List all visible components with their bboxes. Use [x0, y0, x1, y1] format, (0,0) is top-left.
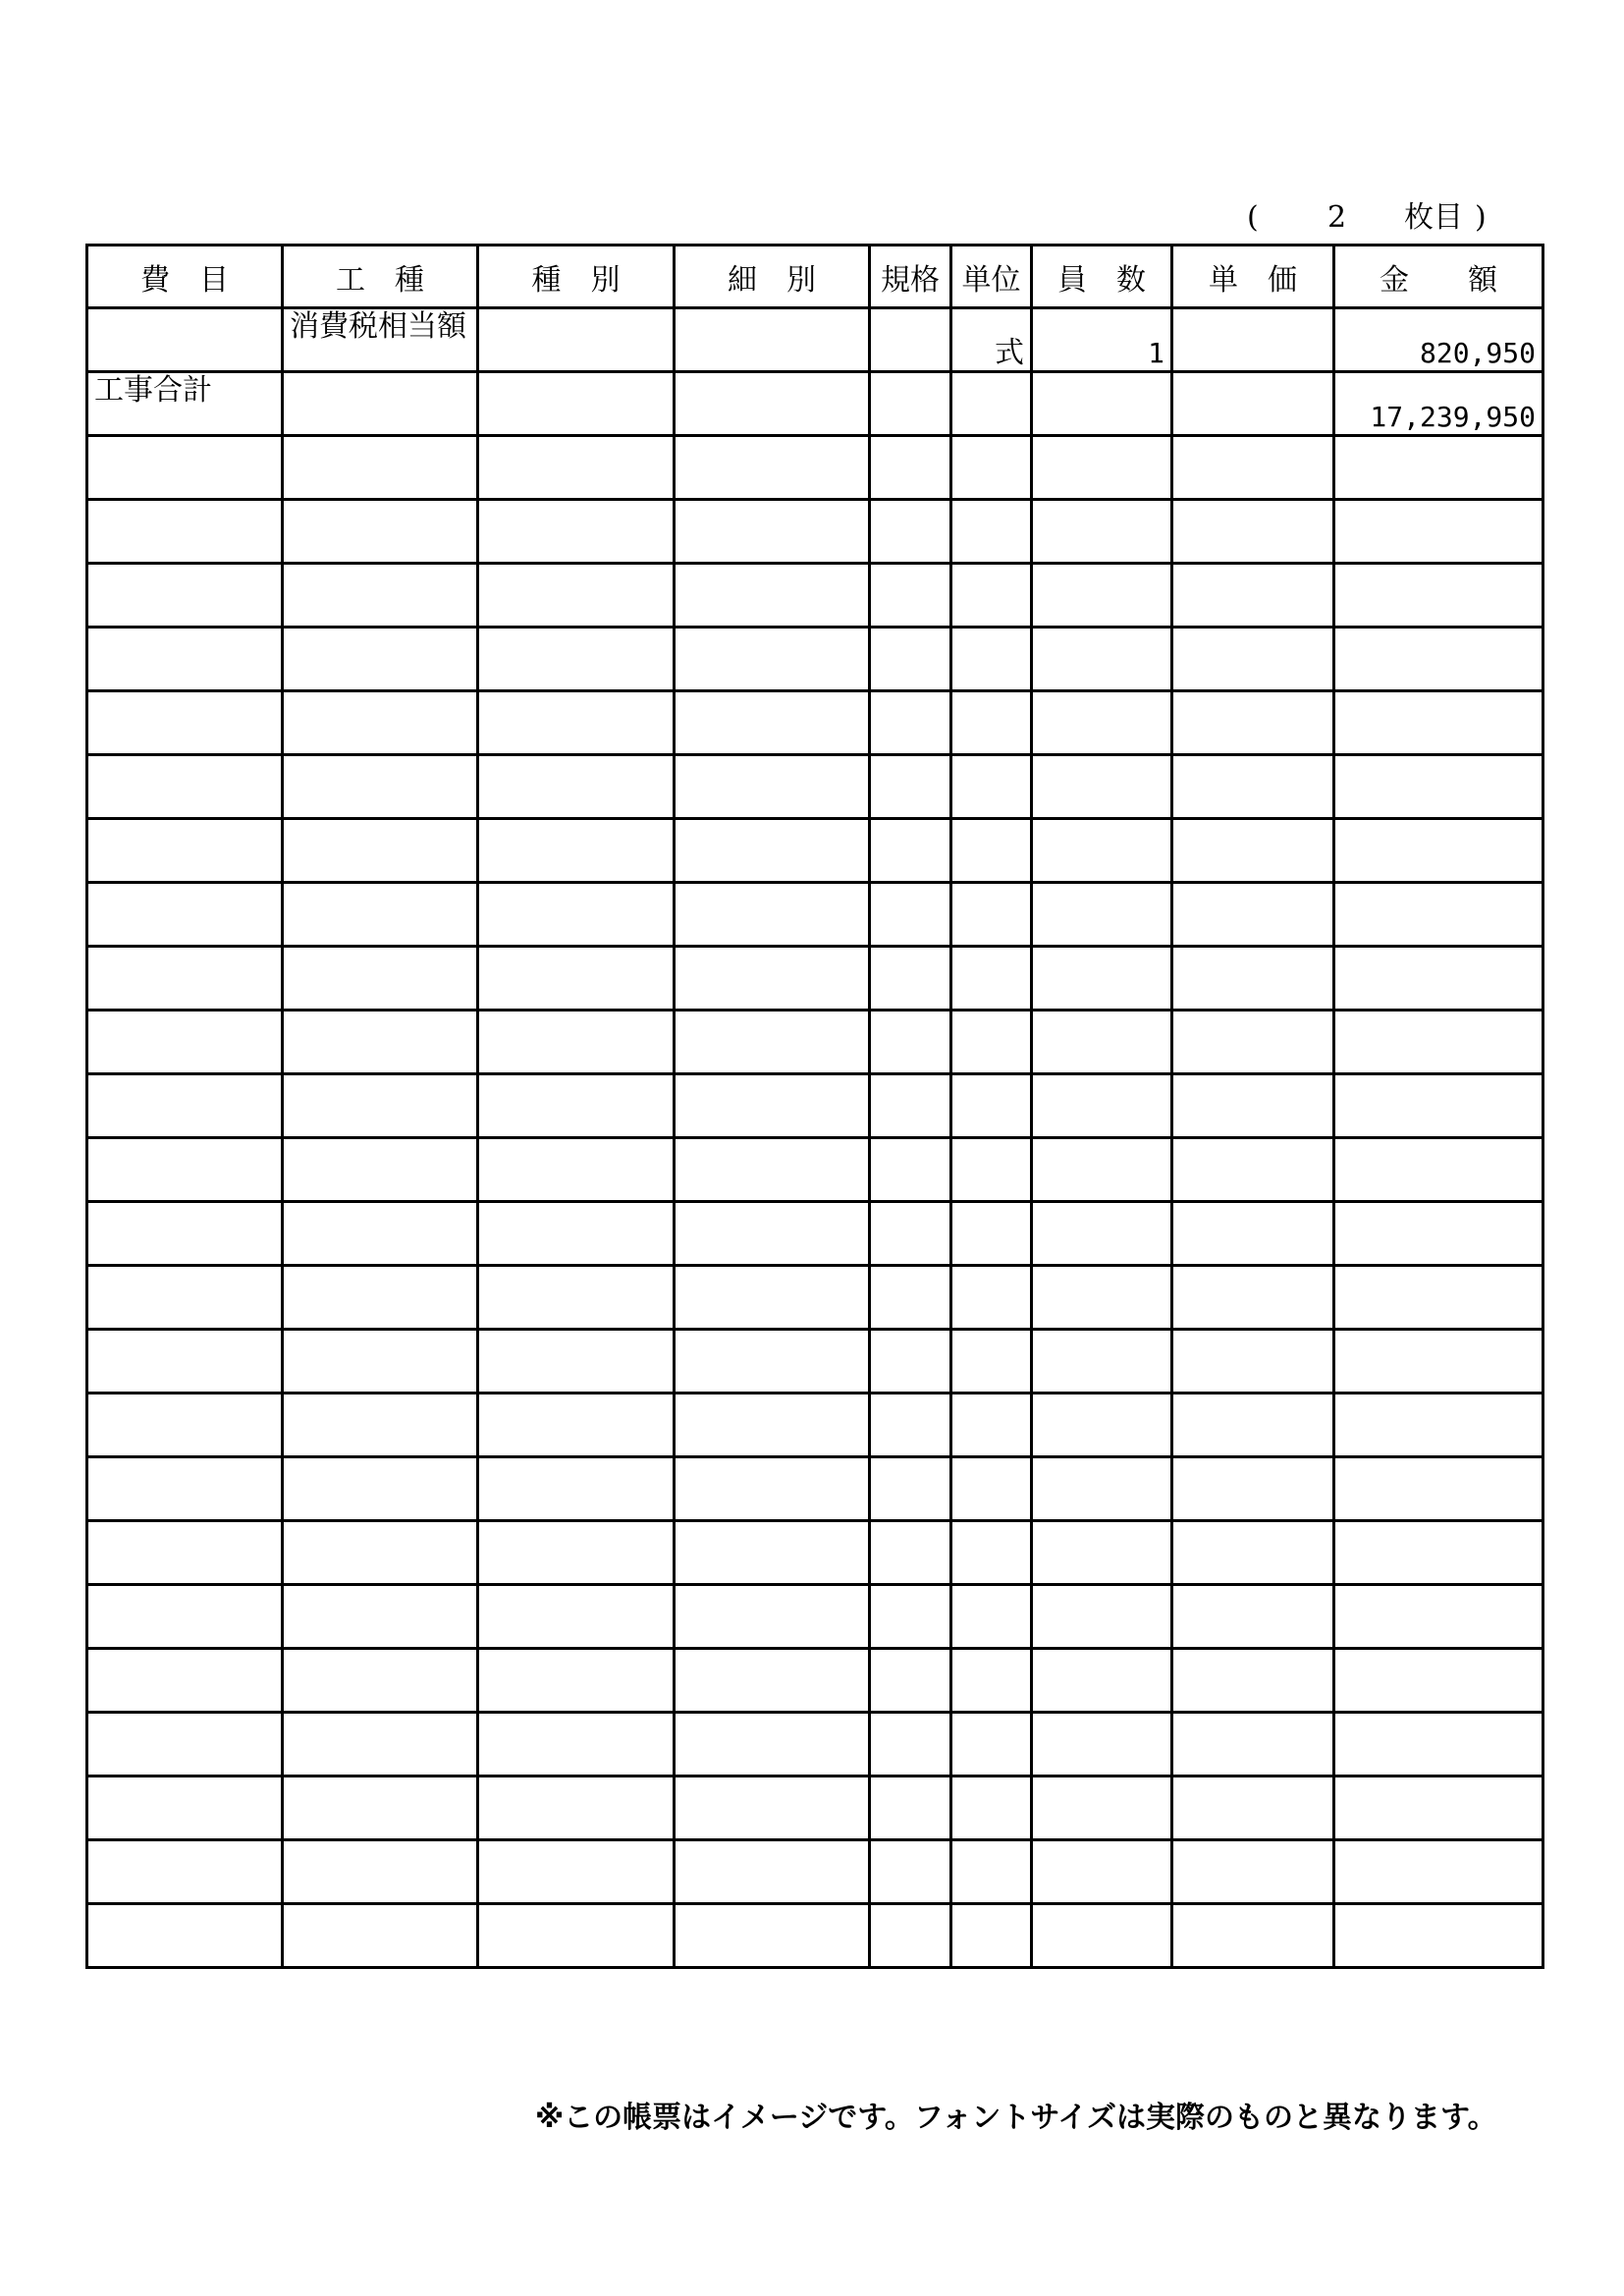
cell-saibetsu	[675, 1394, 870, 1457]
cell-saibetsu	[675, 1777, 870, 1840]
cell-himoku	[87, 1904, 283, 1968]
cell-kingaku	[1334, 1330, 1543, 1394]
construction-total-label: 工事合計	[94, 373, 212, 408]
empty-table-row	[87, 1777, 1543, 1840]
cell-kingaku	[1334, 372, 1543, 436]
cell-kikaku	[870, 1394, 951, 1457]
cell-koshu	[283, 628, 478, 691]
cell-himoku	[87, 1585, 283, 1649]
cell-saibetsu	[675, 1011, 870, 1074]
cell-saibetsu	[675, 1713, 870, 1777]
cell-koshu	[283, 819, 478, 883]
cell-kikaku	[870, 372, 951, 436]
page-number-open-paren: (	[1247, 200, 1259, 235]
cell-shubetsu	[478, 1521, 675, 1585]
cell-insu	[1032, 628, 1172, 691]
cell-koshu	[283, 1330, 478, 1394]
cell-kingaku	[1334, 1394, 1543, 1457]
cell-kikaku	[870, 1138, 951, 1202]
cell-saibetsu	[675, 1457, 870, 1521]
cell-kingaku	[1334, 564, 1543, 628]
cell-shubetsu	[478, 1266, 675, 1330]
cell-saibetsu	[675, 564, 870, 628]
cell-tanka	[1172, 691, 1334, 755]
empty-table-row	[87, 1713, 1543, 1777]
cell-saibetsu	[675, 1202, 870, 1266]
cell-koshu	[283, 1649, 478, 1713]
cell-saibetsu	[675, 1904, 870, 1968]
cell-insu	[1032, 1649, 1172, 1713]
empty-table-row	[87, 947, 1543, 1011]
cell-koshu	[283, 1394, 478, 1457]
cell-kingaku	[1334, 436, 1543, 500]
cell-koshu	[283, 1011, 478, 1074]
cell-tani	[951, 500, 1032, 564]
cell-kikaku	[870, 1777, 951, 1840]
cell-insu	[1032, 1457, 1172, 1521]
cell-saibetsu	[675, 1840, 870, 1904]
cell-tanka	[1172, 1585, 1334, 1649]
header-koshu: 工 種	[283, 246, 478, 308]
empty-table-row	[87, 1394, 1543, 1457]
header-tani: 単位	[951, 246, 1032, 308]
cell-kikaku	[870, 691, 951, 755]
cell-kingaku	[1334, 628, 1543, 691]
empty-table-row	[87, 1904, 1543, 1968]
cell-kingaku	[1334, 1266, 1543, 1330]
cell-tanka	[1172, 1011, 1334, 1074]
cell-insu	[1032, 1074, 1172, 1138]
cell-koshu	[283, 1138, 478, 1202]
cell-tani	[951, 628, 1032, 691]
cell-kingaku	[1334, 691, 1543, 755]
cell-kikaku	[870, 308, 951, 372]
header-kikaku: 規格	[870, 246, 951, 308]
cell-insu	[1032, 1202, 1172, 1266]
cell-koshu	[283, 308, 478, 372]
cell-kingaku	[1334, 1074, 1543, 1138]
cell-shubetsu	[478, 500, 675, 564]
cell-kingaku	[1334, 1585, 1543, 1649]
empty-table-row	[87, 883, 1543, 947]
cell-himoku	[87, 1394, 283, 1457]
cell-tani	[951, 1394, 1032, 1457]
cell-kingaku	[1334, 1011, 1543, 1074]
cell-tani	[951, 1202, 1032, 1266]
cell-shubetsu	[478, 1202, 675, 1266]
cell-shubetsu	[478, 628, 675, 691]
cell-kingaku	[1334, 500, 1543, 564]
empty-table-row	[87, 691, 1543, 755]
empty-table-row	[87, 500, 1543, 564]
cell-tanka	[1172, 308, 1334, 372]
cell-tani	[951, 1457, 1032, 1521]
cell-saibetsu	[675, 628, 870, 691]
cell-tani	[951, 755, 1032, 819]
cell-insu	[1032, 372, 1172, 436]
cell-kingaku	[1334, 1840, 1543, 1904]
cell-tani	[951, 436, 1032, 500]
cell-shubetsu	[478, 883, 675, 947]
cell-kikaku	[870, 564, 951, 628]
cell-shubetsu	[478, 755, 675, 819]
cell-insu	[1032, 308, 1172, 372]
cell-insu	[1032, 1585, 1172, 1649]
cell-kingaku	[1334, 1202, 1543, 1266]
cell-kikaku	[870, 883, 951, 947]
cell-kikaku	[870, 1011, 951, 1074]
cell-kingaku	[1334, 1138, 1543, 1202]
page-number-label: 枚目	[1404, 200, 1463, 235]
cell-tanka	[1172, 1330, 1334, 1394]
cell-kikaku	[870, 1840, 951, 1904]
cell-insu	[1032, 1713, 1172, 1777]
cell-tani	[951, 1330, 1032, 1394]
table-row	[87, 308, 1543, 372]
cell-saibetsu	[675, 883, 870, 947]
cell-saibetsu	[675, 691, 870, 755]
cell-insu	[1032, 1904, 1172, 1968]
cell-himoku	[87, 1457, 283, 1521]
cell-himoku	[87, 1266, 283, 1330]
cell-insu	[1032, 436, 1172, 500]
cell-kingaku	[1334, 819, 1543, 883]
cell-tani	[951, 1777, 1032, 1840]
cell-himoku	[87, 1138, 283, 1202]
cell-koshu	[283, 883, 478, 947]
cell-tani	[951, 1521, 1032, 1585]
page-number-close-paren: )	[1475, 200, 1487, 235]
cell-himoku	[87, 372, 283, 436]
cell-insu	[1032, 500, 1172, 564]
cell-tanka	[1172, 500, 1334, 564]
cell-saibetsu	[675, 1649, 870, 1713]
cell-himoku	[87, 500, 283, 564]
cell-kikaku	[870, 1330, 951, 1394]
page-number-indicator	[1247, 196, 1502, 240]
cell-kikaku	[870, 1074, 951, 1138]
empty-table-row	[87, 1202, 1543, 1266]
cell-koshu	[283, 1840, 478, 1904]
cell-shubetsu	[478, 1457, 675, 1521]
cell-tani	[951, 564, 1032, 628]
cell-kikaku	[870, 628, 951, 691]
consumption-tax-label: 消費税相当額	[290, 309, 466, 344]
cell-shubetsu	[478, 1713, 675, 1777]
cell-insu	[1032, 1330, 1172, 1394]
cell-koshu	[283, 436, 478, 500]
cell-koshu	[283, 564, 478, 628]
header-shubetsu: 種 別	[478, 246, 675, 308]
cell-himoku	[87, 1840, 283, 1904]
cell-tanka	[1172, 1457, 1334, 1521]
cell-kikaku	[870, 1649, 951, 1713]
empty-table-row	[87, 1138, 1543, 1202]
cell-shubetsu	[478, 1138, 675, 1202]
cell-saibetsu	[675, 947, 870, 1011]
cell-tanka	[1172, 1202, 1334, 1266]
empty-table-row	[87, 1266, 1543, 1330]
cell-koshu	[283, 1457, 478, 1521]
cell-koshu	[283, 691, 478, 755]
empty-table-row	[87, 1330, 1543, 1394]
cell-tani	[951, 691, 1032, 755]
cell-koshu	[283, 1521, 478, 1585]
cell-tani	[951, 1266, 1032, 1330]
cell-himoku	[87, 755, 283, 819]
table-header-row	[87, 246, 1543, 308]
cell-shubetsu	[478, 372, 675, 436]
cell-shubetsu	[478, 1904, 675, 1968]
cell-shubetsu	[478, 1649, 675, 1713]
cell-kikaku	[870, 1457, 951, 1521]
cell-saibetsu	[675, 1266, 870, 1330]
cell-kikaku	[870, 500, 951, 564]
cell-tanka	[1172, 1904, 1334, 1968]
cell-tani	[951, 1585, 1032, 1649]
cell-saibetsu	[675, 372, 870, 436]
empty-table-row	[87, 564, 1543, 628]
cell-koshu	[283, 1713, 478, 1777]
cell-saibetsu	[675, 819, 870, 883]
cell-kikaku	[870, 1202, 951, 1266]
cell-kingaku	[1334, 1904, 1543, 1968]
cell-shubetsu	[478, 947, 675, 1011]
empty-table-row	[87, 628, 1543, 691]
cell-saibetsu	[675, 1330, 870, 1394]
cell-saibetsu	[675, 1074, 870, 1138]
cell-kingaku	[1334, 947, 1543, 1011]
cell-tani	[951, 372, 1032, 436]
empty-table-row	[87, 1011, 1543, 1074]
cell-koshu	[283, 1266, 478, 1330]
cell-koshu	[283, 1202, 478, 1266]
header-kingaku: 金 額	[1334, 246, 1543, 308]
amount-value: 820,950	[1419, 337, 1536, 369]
cell-saibetsu	[675, 436, 870, 500]
cell-kikaku	[870, 1266, 951, 1330]
cell-insu	[1032, 1521, 1172, 1585]
cell-kikaku	[870, 819, 951, 883]
cell-himoku	[87, 691, 283, 755]
cell-kikaku	[870, 1713, 951, 1777]
cell-insu	[1032, 691, 1172, 755]
cell-himoku	[87, 1330, 283, 1394]
cell-shubetsu	[478, 1585, 675, 1649]
cell-shubetsu	[478, 308, 675, 372]
cell-kingaku	[1334, 1713, 1543, 1777]
cell-tani	[951, 1713, 1032, 1777]
cell-tanka	[1172, 1777, 1334, 1840]
footnote: ※この帳票はイメージです。フォントサイズは実際のものと異なります。	[535, 2101, 1497, 2135]
total-amount-value: 17,239,950	[1370, 401, 1536, 433]
cell-himoku	[87, 1011, 283, 1074]
cell-insu	[1032, 1266, 1172, 1330]
cell-kingaku	[1334, 883, 1543, 947]
empty-table-row	[87, 1457, 1543, 1521]
cell-shubetsu	[478, 1330, 675, 1394]
cell-himoku	[87, 1202, 283, 1266]
cell-tanka	[1172, 1713, 1334, 1777]
cell-insu	[1032, 1138, 1172, 1202]
cell-tanka	[1172, 628, 1334, 691]
header-tanka: 単 価	[1172, 246, 1334, 308]
cell-tanka	[1172, 883, 1334, 947]
cell-saibetsu	[675, 1521, 870, 1585]
cell-tanka	[1172, 947, 1334, 1011]
cell-himoku	[87, 1713, 283, 1777]
cell-koshu	[283, 372, 478, 436]
cell-saibetsu	[675, 755, 870, 819]
cell-tanka	[1172, 1649, 1334, 1713]
cell-koshu	[283, 1074, 478, 1138]
cell-tani	[951, 1840, 1032, 1904]
header-saibetsu: 細 別	[675, 246, 870, 308]
cell-himoku	[87, 308, 283, 372]
cell-insu	[1032, 1394, 1172, 1457]
cell-insu	[1032, 1011, 1172, 1074]
header-insu: 員 数	[1032, 246, 1172, 308]
cell-saibetsu	[675, 308, 870, 372]
unit-value: 式	[995, 336, 1024, 370]
cell-insu	[1032, 1840, 1172, 1904]
cell-himoku	[87, 883, 283, 947]
cell-kikaku	[870, 436, 951, 500]
cell-koshu	[283, 755, 478, 819]
cell-himoku	[87, 947, 283, 1011]
empty-table-row	[87, 1585, 1543, 1649]
cell-tanka	[1172, 1840, 1334, 1904]
cell-koshu	[283, 947, 478, 1011]
cell-himoku	[87, 1074, 283, 1138]
quantity-value: 1	[1148, 337, 1164, 369]
cell-koshu	[283, 1585, 478, 1649]
empty-table-row	[87, 436, 1543, 500]
cell-shubetsu	[478, 436, 675, 500]
cell-tanka	[1172, 1394, 1334, 1457]
cell-tani	[951, 883, 1032, 947]
cell-himoku	[87, 628, 283, 691]
cell-koshu	[283, 500, 478, 564]
cell-shubetsu	[478, 564, 675, 628]
cell-tani	[951, 1074, 1032, 1138]
cell-shubetsu	[478, 1011, 675, 1074]
cell-insu	[1032, 819, 1172, 883]
cell-tani	[951, 819, 1032, 883]
cell-shubetsu	[478, 1074, 675, 1138]
cell-kingaku	[1334, 1457, 1543, 1521]
cell-himoku	[87, 1649, 283, 1713]
cell-tani	[951, 308, 1032, 372]
cell-insu	[1032, 755, 1172, 819]
cell-kikaku	[870, 1521, 951, 1585]
table-row	[87, 372, 1543, 436]
cell-koshu	[283, 1904, 478, 1968]
cell-tani	[951, 1649, 1032, 1713]
cell-insu	[1032, 564, 1172, 628]
cell-insu	[1032, 1777, 1172, 1840]
cell-kingaku	[1334, 308, 1543, 372]
empty-table-row	[87, 1840, 1543, 1904]
cell-kikaku	[870, 755, 951, 819]
cell-saibetsu	[675, 1138, 870, 1202]
cell-shubetsu	[478, 1840, 675, 1904]
cell-kikaku	[870, 1585, 951, 1649]
cell-tani	[951, 1138, 1032, 1202]
cell-himoku	[87, 1521, 283, 1585]
cell-koshu	[283, 1777, 478, 1840]
cell-tanka	[1172, 1521, 1334, 1585]
cell-tanka	[1172, 819, 1334, 883]
cell-insu	[1032, 947, 1172, 1011]
header-himoku: 費 目	[87, 246, 283, 308]
page-number-value: 2	[1327, 200, 1347, 235]
cell-insu	[1032, 883, 1172, 947]
empty-table-row	[87, 1521, 1543, 1585]
cell-kingaku	[1334, 1649, 1543, 1713]
cell-kingaku	[1334, 755, 1543, 819]
empty-table-row	[87, 755, 1543, 819]
cell-himoku	[87, 1777, 283, 1840]
cell-shubetsu	[478, 691, 675, 755]
cell-tani	[951, 1904, 1032, 1968]
cell-saibetsu	[675, 500, 870, 564]
cell-tanka	[1172, 1074, 1334, 1138]
cell-tanka	[1172, 1266, 1334, 1330]
cell-tanka	[1172, 436, 1334, 500]
cell-tani	[951, 1011, 1032, 1074]
cell-himoku	[87, 564, 283, 628]
cell-tanka	[1172, 1138, 1334, 1202]
cell-shubetsu	[478, 819, 675, 883]
cell-himoku	[87, 436, 283, 500]
cell-tanka	[1172, 372, 1334, 436]
cell-tanka	[1172, 564, 1334, 628]
cell-shubetsu	[478, 1394, 675, 1457]
empty-table-row	[87, 1074, 1543, 1138]
cell-himoku	[87, 819, 283, 883]
empty-table-row	[87, 1649, 1543, 1713]
cell-kingaku	[1334, 1777, 1543, 1840]
cell-kikaku	[870, 947, 951, 1011]
empty-table-row	[87, 819, 1543, 883]
cost-breakdown-table	[85, 244, 1544, 1969]
cell-tani	[951, 947, 1032, 1011]
cell-saibetsu	[675, 1585, 870, 1649]
cell-shubetsu	[478, 1777, 675, 1840]
cell-kingaku	[1334, 1521, 1543, 1585]
cell-kikaku	[870, 1904, 951, 1968]
cell-tanka	[1172, 755, 1334, 819]
